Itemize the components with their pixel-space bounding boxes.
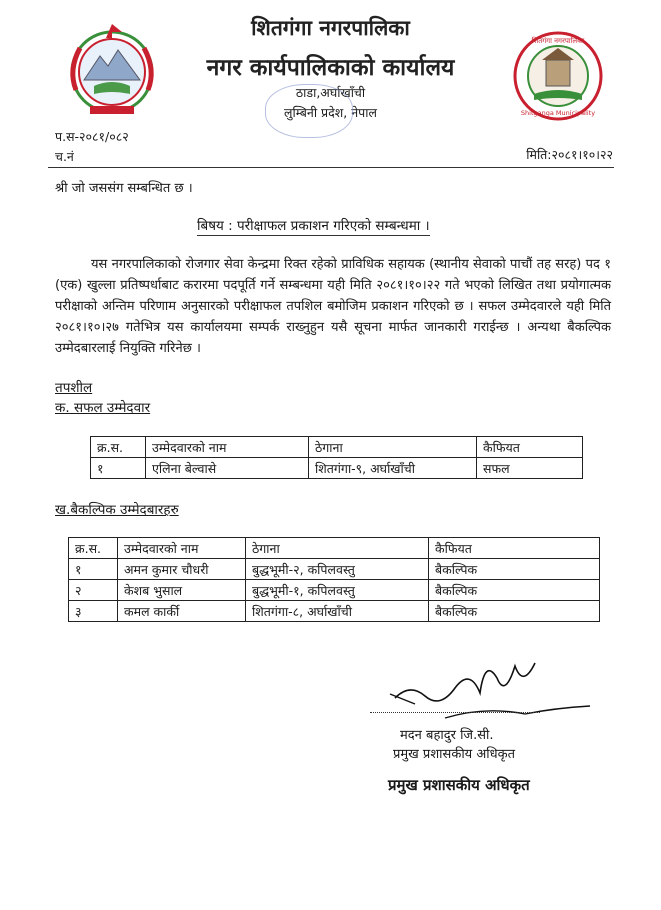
- cell-name: कमल कार्की: [118, 601, 246, 622]
- table-row: [69, 559, 600, 580]
- cell-serial: १: [69, 559, 118, 580]
- col-remarks: कैफियत: [477, 437, 583, 458]
- cell-remarks: बैकल्पिक: [429, 559, 600, 580]
- logo-top-text: शितगंगा नगरपालिका: [531, 37, 585, 45]
- recipient: श्री जो जससंग सम्बन्धित छ ।: [55, 181, 193, 196]
- col-address: ठेगाना: [246, 538, 429, 559]
- cell-remarks: सफल: [477, 458, 583, 479]
- details-heading: तपशील: [55, 380, 93, 396]
- office-stamp: [265, 84, 353, 138]
- address-line-1: ठाडा,अर्घाखाँची: [295, 85, 366, 100]
- cell-address: शितगंगा-८, अर्घाखाँची: [246, 601, 429, 622]
- cell-serial: ३: [69, 601, 118, 622]
- col-remarks: कैफियत: [429, 538, 600, 559]
- table-row: [69, 601, 600, 622]
- col-name: उम्मेदवारको नाम: [118, 538, 246, 559]
- col-serial: क्र.स.: [91, 437, 146, 458]
- col-name: उम्मेदवारको नाम: [146, 437, 309, 458]
- cell-remarks: बैकल्पिक: [429, 580, 600, 601]
- col-address: ठेगाना: [309, 437, 477, 458]
- cell-address: शितगंगा-९, अर्घाखाँची: [309, 458, 477, 479]
- designation-stamp: प्रमुख प्रशासकीय अधिकृत: [388, 776, 530, 794]
- signatory-name: मदन बहादुर जि.सी.: [400, 728, 494, 743]
- org-name: शितगंगा नगरपालिका: [251, 16, 410, 40]
- successful-table: [90, 436, 583, 479]
- cell-address: बुद्धभूमी-२, कपिलवस्तु: [246, 559, 429, 580]
- reference-number: प.स-२०८१/०८२: [55, 129, 129, 144]
- cell-name: केशब भुसाल: [118, 580, 246, 601]
- cell-name: अमन कुमार चौधरी: [118, 559, 246, 580]
- alternate-heading: ख.बैकल्पिक उम्मेदबारहरु: [55, 502, 179, 518]
- signatory-title: प्रमुख प्रशासकीय अधिकृत: [393, 747, 516, 762]
- subject: बिषय : परीक्षाफल प्रकाशन गरिएको सम्बन्धमा ।: [197, 218, 430, 234]
- table-row: [69, 580, 600, 601]
- successful-heading: क. सफल उम्मेदवार: [55, 400, 151, 416]
- logo-bottom-text: Shitganga Municipality: [520, 109, 596, 117]
- cell-name: एलिना बेल्वासे: [146, 458, 309, 479]
- cell-remarks: बैकल्पिक: [429, 601, 600, 622]
- header-divider: [48, 167, 614, 168]
- office-name: नगर कार्यपालिकाको कार्यालय: [206, 55, 455, 81]
- address-line-2: लुम्बिनी प्रदेश, नेपाल: [283, 105, 377, 120]
- cell-serial: १: [91, 458, 146, 479]
- table-header-row: [69, 538, 600, 559]
- dispatch-number: च.नं: [55, 149, 74, 164]
- table-header-row: [91, 437, 583, 458]
- cell-address: बुद्धभूमी-१, कपिलवस्तु: [246, 580, 429, 601]
- col-serial: क्र.स.: [69, 538, 118, 559]
- alternate-table: [68, 537, 600, 622]
- signature-line: [370, 712, 540, 713]
- table-row: [91, 458, 583, 479]
- letter-date: मिति:२०८१।१०।२२: [526, 147, 613, 162]
- letter-body: यस नगरपालिकाको रोजगार सेवा केन्द्रमा रिक्त रहेको प्राविधिक सहायक (स्थानीय सेवाको पाचौं तह सरह) पद १ (एक) खुल्ला प्रतिष्पर्धाबाट करारमा पदपूर्ति गर्ने सम्बन्धमा यही मिति २०८१।१०।२२ गते भएको लिखित तथा प्रयोगात्मक परीक्षाको अन्तिम परिणाम अनुसारको परीक्षाफल तपशिल बमोजिम प्रकाशन गरिएको छ । सफल उम्मेदवारले यही मिति २०८१।१०।२७ गतेभित्र यस कार्यालयमा सम्पर्क राख्नुहुन यसै सूचना मार्फत जानकारी गराईन्छ । अन्यथा बैकल्पिक उम्मेदबारलाई नियुक्ति गरिनेछ ।: [55, 257, 611, 356]
- cell-serial: २: [69, 580, 118, 601]
